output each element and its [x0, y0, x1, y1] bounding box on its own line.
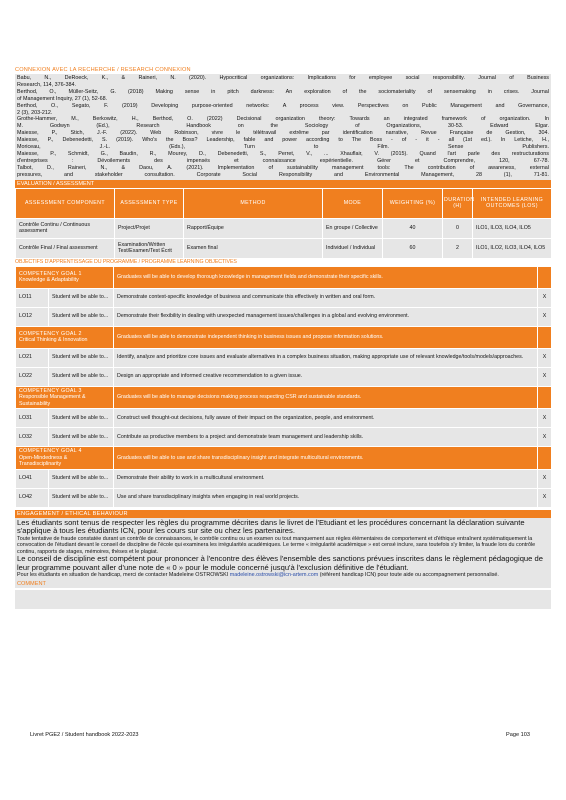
engagement-paragraph-4	[17, 572, 549, 578]
competency-goal-name: Knowledge & Adaptability	[19, 277, 79, 284]
handicap-text: Pour les étudiants en situation de handicap, merci de contacter Madeleine OSTROWSKI	[17, 572, 229, 579]
competency-goal-cell	[16, 386, 114, 409]
assessment-cell: 40	[383, 218, 443, 238]
learning-objective-code: LO41	[16, 469, 49, 488]
evaluation-bar: EVALUATION / ASSESSMENT	[15, 180, 551, 188]
learning-objective-row	[16, 307, 552, 326]
assessment-cell: Examination/Written Test/Examen/Test Écrit	[115, 238, 184, 258]
reference-line: of Management Inquiry, 27 (1), 52-68.	[17, 95, 108, 102]
learning-objective-mark: X	[538, 469, 552, 488]
learning-objective-row	[16, 488, 552, 507]
learning-objective-subject: Student will be able to...	[49, 348, 114, 367]
learning-objective-mark: X	[538, 428, 552, 447]
reference-line: Moriceau, J.-L. (Eds.), Turn to Film. Sense Publishers.	[17, 144, 549, 151]
assessment-column-header: ASSESSMENT TYPE	[115, 188, 184, 218]
learning-objective-subject: Student will be able to...	[49, 469, 114, 488]
learning-objective-code: LO11	[16, 288, 49, 307]
reference-line: Grothe-Hammer, M., Berkowitz, H., Berthod, O. (2022) Decisional organization theory: Towards an integrated framework of organization. In	[17, 116, 549, 123]
assessment-row	[16, 218, 552, 238]
engagement-block	[15, 518, 551, 580]
assessment-row	[16, 238, 552, 258]
learning-objective-text: Demonstrate their ability to work in a multicultural environment.	[114, 469, 538, 488]
assessment-cell: Individuel / Individual	[323, 238, 383, 258]
learning-objectives-table	[15, 266, 552, 508]
reference-line: Talbot, D., Raineri, N., & Daou, A. (2021). Implementation of sustainability management tools: The contribution of awareness, external	[17, 164, 549, 171]
competency-goal-cell	[16, 447, 114, 470]
references-block	[15, 74, 551, 180]
learning-objective-text: Construct well thought-out decisions, fully aware of their impact on the organization, people, and environment.	[114, 409, 538, 428]
reference-line: Berthod, O., Segato, F. (2019) Developing purpose-oriented networks: A process view. Perspectives on Public Management and Governance,	[17, 102, 549, 109]
learning-objective-text: Design an appropriate and informed creative recommendation to a given issue.	[114, 367, 538, 386]
learning-objective-code: LO42	[16, 488, 49, 507]
competency-goal-description: Graduates will be able to manage decisions making process respecting CSR and sustainable standards.	[114, 386, 538, 409]
learning-objective-text: Contribute as productive members to a project and demonstrate team management and leadership skills.	[114, 428, 538, 447]
competency-goal-empty	[538, 447, 552, 470]
learning-objective-mark: X	[538, 307, 552, 326]
competency-goal-row	[16, 326, 552, 348]
competency-goal-description: Graduates will be able to use and share transdisciplinary insight and integrate multicultural environments.	[114, 447, 538, 470]
learning-objective-text: Identify, analyze and prioritize core issues and evaluate alternatives in a complex business situation, making appropriate use of relevant knowledge/tools/models/approaches.	[114, 348, 538, 367]
engagement-bar: ENGAGEMENT / ETHICAL BEHAVIOUR	[15, 510, 551, 518]
assessment-cell: Project/Projet	[115, 218, 184, 238]
learning-objective-text: Use and share transdisciplinary insights when engaging in real world projects.	[114, 488, 538, 507]
competency-goal-empty	[538, 386, 552, 409]
competency-goal-name: Responsible Management & Sustainability	[19, 394, 86, 407]
assessment-cell: 2	[443, 238, 473, 258]
reference-line: 2 (3), 203-212.	[17, 109, 53, 116]
competency-goal-cell	[16, 326, 114, 348]
reference-line: Berthod, O., Müller-Seitz, G. (2018) Making sense in pitch darkness: An exploration of the sociomateriality of sensemaking in crises. Journal	[17, 88, 549, 95]
competency-goal-row	[16, 386, 552, 409]
learning-objective-text: Demonstrate context-specific knowledge of business and communicate this effectively in written and oral form.	[114, 288, 538, 307]
objectives-header: OBJECTIFS D'APPRENTISSAGE DU PROGRAMME / PROGRAMME LEARNING OBJECTIVES	[15, 258, 237, 265]
competency-goal-title: COMPETENCY GOAL 2	[19, 330, 82, 337]
assessment-column-header: METHOD	[184, 188, 323, 218]
competency-goal-name: Critical Thinking & Innovation	[19, 337, 88, 344]
assessment-cell: Contrôle Final / Final assessment	[16, 238, 115, 258]
learning-objective-mark: X	[538, 288, 552, 307]
assessment-cell: Rapport/Équipe	[184, 218, 323, 238]
learning-objective-code: LO21	[16, 348, 49, 367]
reference-line: M. Godwyn (Ed.), Research Handbook on the Sociology of Organizations, 30-53. Edward Elgar.	[17, 123, 549, 130]
reference-line: pressures, and stakeholder consultation. Corporate Social Responsibility and Environmental Management, 28 (1), 71-81.	[17, 171, 549, 178]
handicap-text-end: (référent handicap ICN) pour toute aide ou accompagnement personnalisé.	[319, 572, 499, 579]
competency-goal-row	[16, 266, 552, 288]
footer-page-number: Page 103	[506, 732, 530, 738]
learning-objective-subject: Student will be able to...	[49, 409, 114, 428]
reference-line: Research, 114, 376-384.	[17, 81, 76, 88]
learning-objective-row	[16, 348, 552, 367]
learning-objective-code: LO31	[16, 409, 49, 428]
learning-objective-row	[16, 288, 552, 307]
learning-objective-code: LO22	[16, 367, 49, 386]
learning-objective-text: Demonstrate their flexibility in dealing with unexpected management issues/challenges in a global and evolving environment.	[114, 307, 538, 326]
assessment-cell: Examen final	[184, 238, 323, 258]
learning-objective-row	[16, 469, 552, 488]
assessment-cell: Contrôle Continu / Continuous assessment	[16, 218, 115, 238]
assessment-cell: ILO1, ILO2, ILO3, ILO4, ILO5	[473, 238, 552, 258]
competency-goal-row	[16, 447, 552, 470]
learning-objective-subject: Student will be able to...	[49, 288, 114, 307]
competency-goal-empty	[538, 326, 552, 348]
engagement-paragraph-1: Les étudiants sont tenus de respecter les règles du programme décrites dans le livret de l'Etudiant et les procédures concernant la déclaration suivante s'applique à tous les étudiants ICN, pour les cours sur site ou chez les partenaires.	[17, 517, 525, 536]
learning-objective-subject: Student will be able to...	[49, 367, 114, 386]
learning-objective-code: LO32	[16, 428, 49, 447]
learning-objective-subject: Student will be able to...	[49, 307, 114, 326]
page-content	[15, 66, 551, 609]
learning-objective-mark: X	[538, 409, 552, 428]
competency-goal-description: Graduates will be able to demonstrate independent thinking in business issues and propose information solutions.	[114, 326, 538, 348]
assessment-cell: ILO1, ILO3, ILO4, ILO5	[473, 218, 552, 238]
competency-goal-title: COMPETENCY GOAL 4	[19, 448, 82, 455]
learning-objective-subject: Student will be able to...	[49, 428, 114, 447]
assessment-cell: 0	[443, 218, 473, 238]
competency-goal-title: COMPETENCY GOAL 3	[19, 387, 82, 394]
assessment-column-header: WEIGHTING (%)	[383, 188, 443, 218]
comment-box	[15, 590, 551, 609]
competency-goal-description: Graduates will be able to develop thorough knowledge in management fields and demonstrate their specific skills.	[114, 266, 538, 288]
comment-bar: COMMENT	[15, 580, 551, 588]
learning-objective-row	[16, 409, 552, 428]
assessment-table	[15, 188, 552, 259]
email-link[interactable]: madeleine.ostrowski@icn-artem.com	[229, 572, 319, 579]
competency-goal-cell	[16, 266, 114, 288]
reference-line: Maiesse, P., Schmidt, G., Baudin, R., Mourey, D., Debenedetti, S., Perret, V., ... Xhauflair, V. (2015). Quand l'art parle des restructurations	[17, 150, 549, 157]
assessment-column-header: INTENDED LEARNING OUTCOMES (LOS)	[473, 188, 552, 218]
reference-line: Maiesse, P., Debenedetti, S. (2019). Who's the Boss? Leadership, fable and power according to The Boss - of - it - all (1st ed.). In Letiche, H.,	[17, 137, 549, 144]
assessment-cell: En groupe / Collective	[323, 218, 383, 238]
reference-line: Maiesse, P., Stich, J.-F. (2022). Web Robinson, vivre le télétravail extrême par identification narrative, Revue Française de Gestion, 304.	[17, 130, 549, 137]
assessment-column-header: DURATION (H)	[443, 188, 473, 218]
assessment-cell: 60	[383, 238, 443, 258]
learning-objective-row	[16, 367, 552, 386]
learning-objective-code: LO12	[16, 307, 49, 326]
engagement-paragraph-2: Toute tentative de fraude constatée durant un contrôle de connaissances, le contrôle continu ou un examen ou tout manquement aux règles élémentaires de comportement et d'éthique entraînent systématiquement la convocation de l'étudiant devant le conseil de discipline de l'école qui examinera les irrégularités académiques. Le terme « irrégularité académique » est censé inclure, sans toutefois s'y limiter, la fraude lors du contrôle continu, rapports de stages, mémoires, thèses et le plagiat.	[17, 535, 536, 555]
footer-handbook: Livret PGE2 / Student handbook 2022-2023	[30, 732, 139, 738]
reference-line: d'entreprises : Dévoilements des impensés et connaissance expérientielle. Gérer et Comprendre, 120, 67-78.	[17, 157, 549, 164]
engagement-paragraph-3: Le conseil de discipline est compétent pour prononcer à l'encontre des élèves l'ensemble des sanctions prévues inscrites dans le règlement pédagogique de leur programme pouvant aller d'une note de « 0 » pour le module concerné jusqu'à l'exclusion définitive de l'étudiant.	[17, 554, 543, 572]
reference-line: Babu, N., DeRoeck, K., & Raineri, N. (2020). Hypocritical organizations: Implications for employee social responsibility. Journal of Business	[17, 75, 549, 81]
learning-objective-mark: X	[538, 367, 552, 386]
learning-objective-row	[16, 428, 552, 447]
learning-objective-mark: X	[538, 348, 552, 367]
learning-objective-subject: Student will be able to...	[49, 488, 114, 507]
learning-objective-mark: X	[538, 488, 552, 507]
competency-goal-title: COMPETENCY GOAL 1	[19, 270, 82, 277]
research-section-header: CONNEXION AVEC LA RECHERCHE / RESEARCH CONNEXION	[15, 67, 191, 73]
competency-goal-name: Open-Mindedness & Transdisciplinarity	[19, 454, 68, 468]
competency-goal-empty	[538, 266, 552, 288]
assessment-column-header: ASSESSMENT COMPONENT	[16, 188, 115, 218]
assessment-column-header: MODE	[323, 188, 383, 218]
